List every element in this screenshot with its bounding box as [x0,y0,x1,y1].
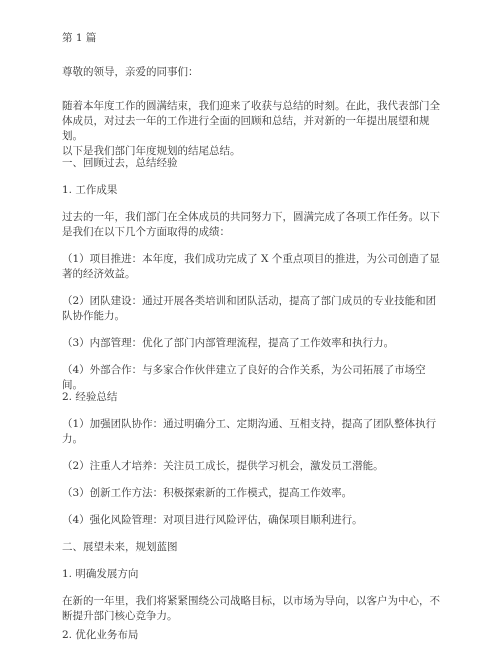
result-item-cooperation: （4）外部合作：与多家合作伙伴建立了良好的合作关系，为公司拓展了市场空间。 [62,364,426,391]
subheading-experience-summary: 2. 经验总结 [62,391,118,403]
result-item-team: （2）团队建设：通过开展各类培训和团队活动，提高了部门成员的专业技能和团 队协作能力。 [62,295,437,322]
result-item-management: （3）内部管理：优化了部门内部管理流程，提高了工作效率和执行力。 [62,337,395,349]
intro-paragraph: 随着本年度工作的圆满结束，我们迎来了收获与总结的时刻。在此，我代表部门全 体成员，对过去一年的工作进行全面的回顾和总结，并对新的一年提出展望和规划。 以下是我们部门年度规划的结尾总结。 [62,100,440,157]
subheading-business-layout: 2. 优化业务布局 [62,629,139,641]
experience-item-teamwork: （1）加强团队协作：通过明确分工、定期沟通、互相支持，提高了团队整体执行 力。 [62,418,437,445]
salutation: 尊敬的领导，亲爱的同事们： [62,66,199,78]
subheading-direction: 1. 明确发展方向 [62,568,139,580]
result-item-project: （1）项目推进：本年度，我们成功完成了 X 个重点项目的推进，为公司创造了显 著的经济效益。 [62,253,440,280]
direction-paragraph: 在新的一年里，我们将紧紧围绕公司战略目标，以市场为导向，以客户为中心，不 断提升部门核心竞争力。 [62,595,440,622]
section-label: 第 1 篇 [62,32,97,44]
experience-item-talent: （2）注重人才培养：关注员工成长，提供学习机会，激发员工潜能。 [62,460,384,472]
experience-item-innovation: （3）创新工作方法：积极探索新的工作模式，提高工作效率。 [62,487,353,499]
subheading-work-results: 1. 工作成果 [62,184,118,196]
results-intro-paragraph: 过去的一年，我们部门在全体成员的共同努力下，圆满完成了各项工作任务。以下 是我们在以下几个方面取得的成绩： [62,211,440,238]
heading-future-plan: 二、展望未来，规划蓝图 [62,541,178,553]
experience-item-risk: （4）强化风险管理：对项目进行风险评估，确保项目顺利进行。 [62,514,363,526]
heading-review-past: 一、回顾过去，总结经验 [62,157,178,169]
